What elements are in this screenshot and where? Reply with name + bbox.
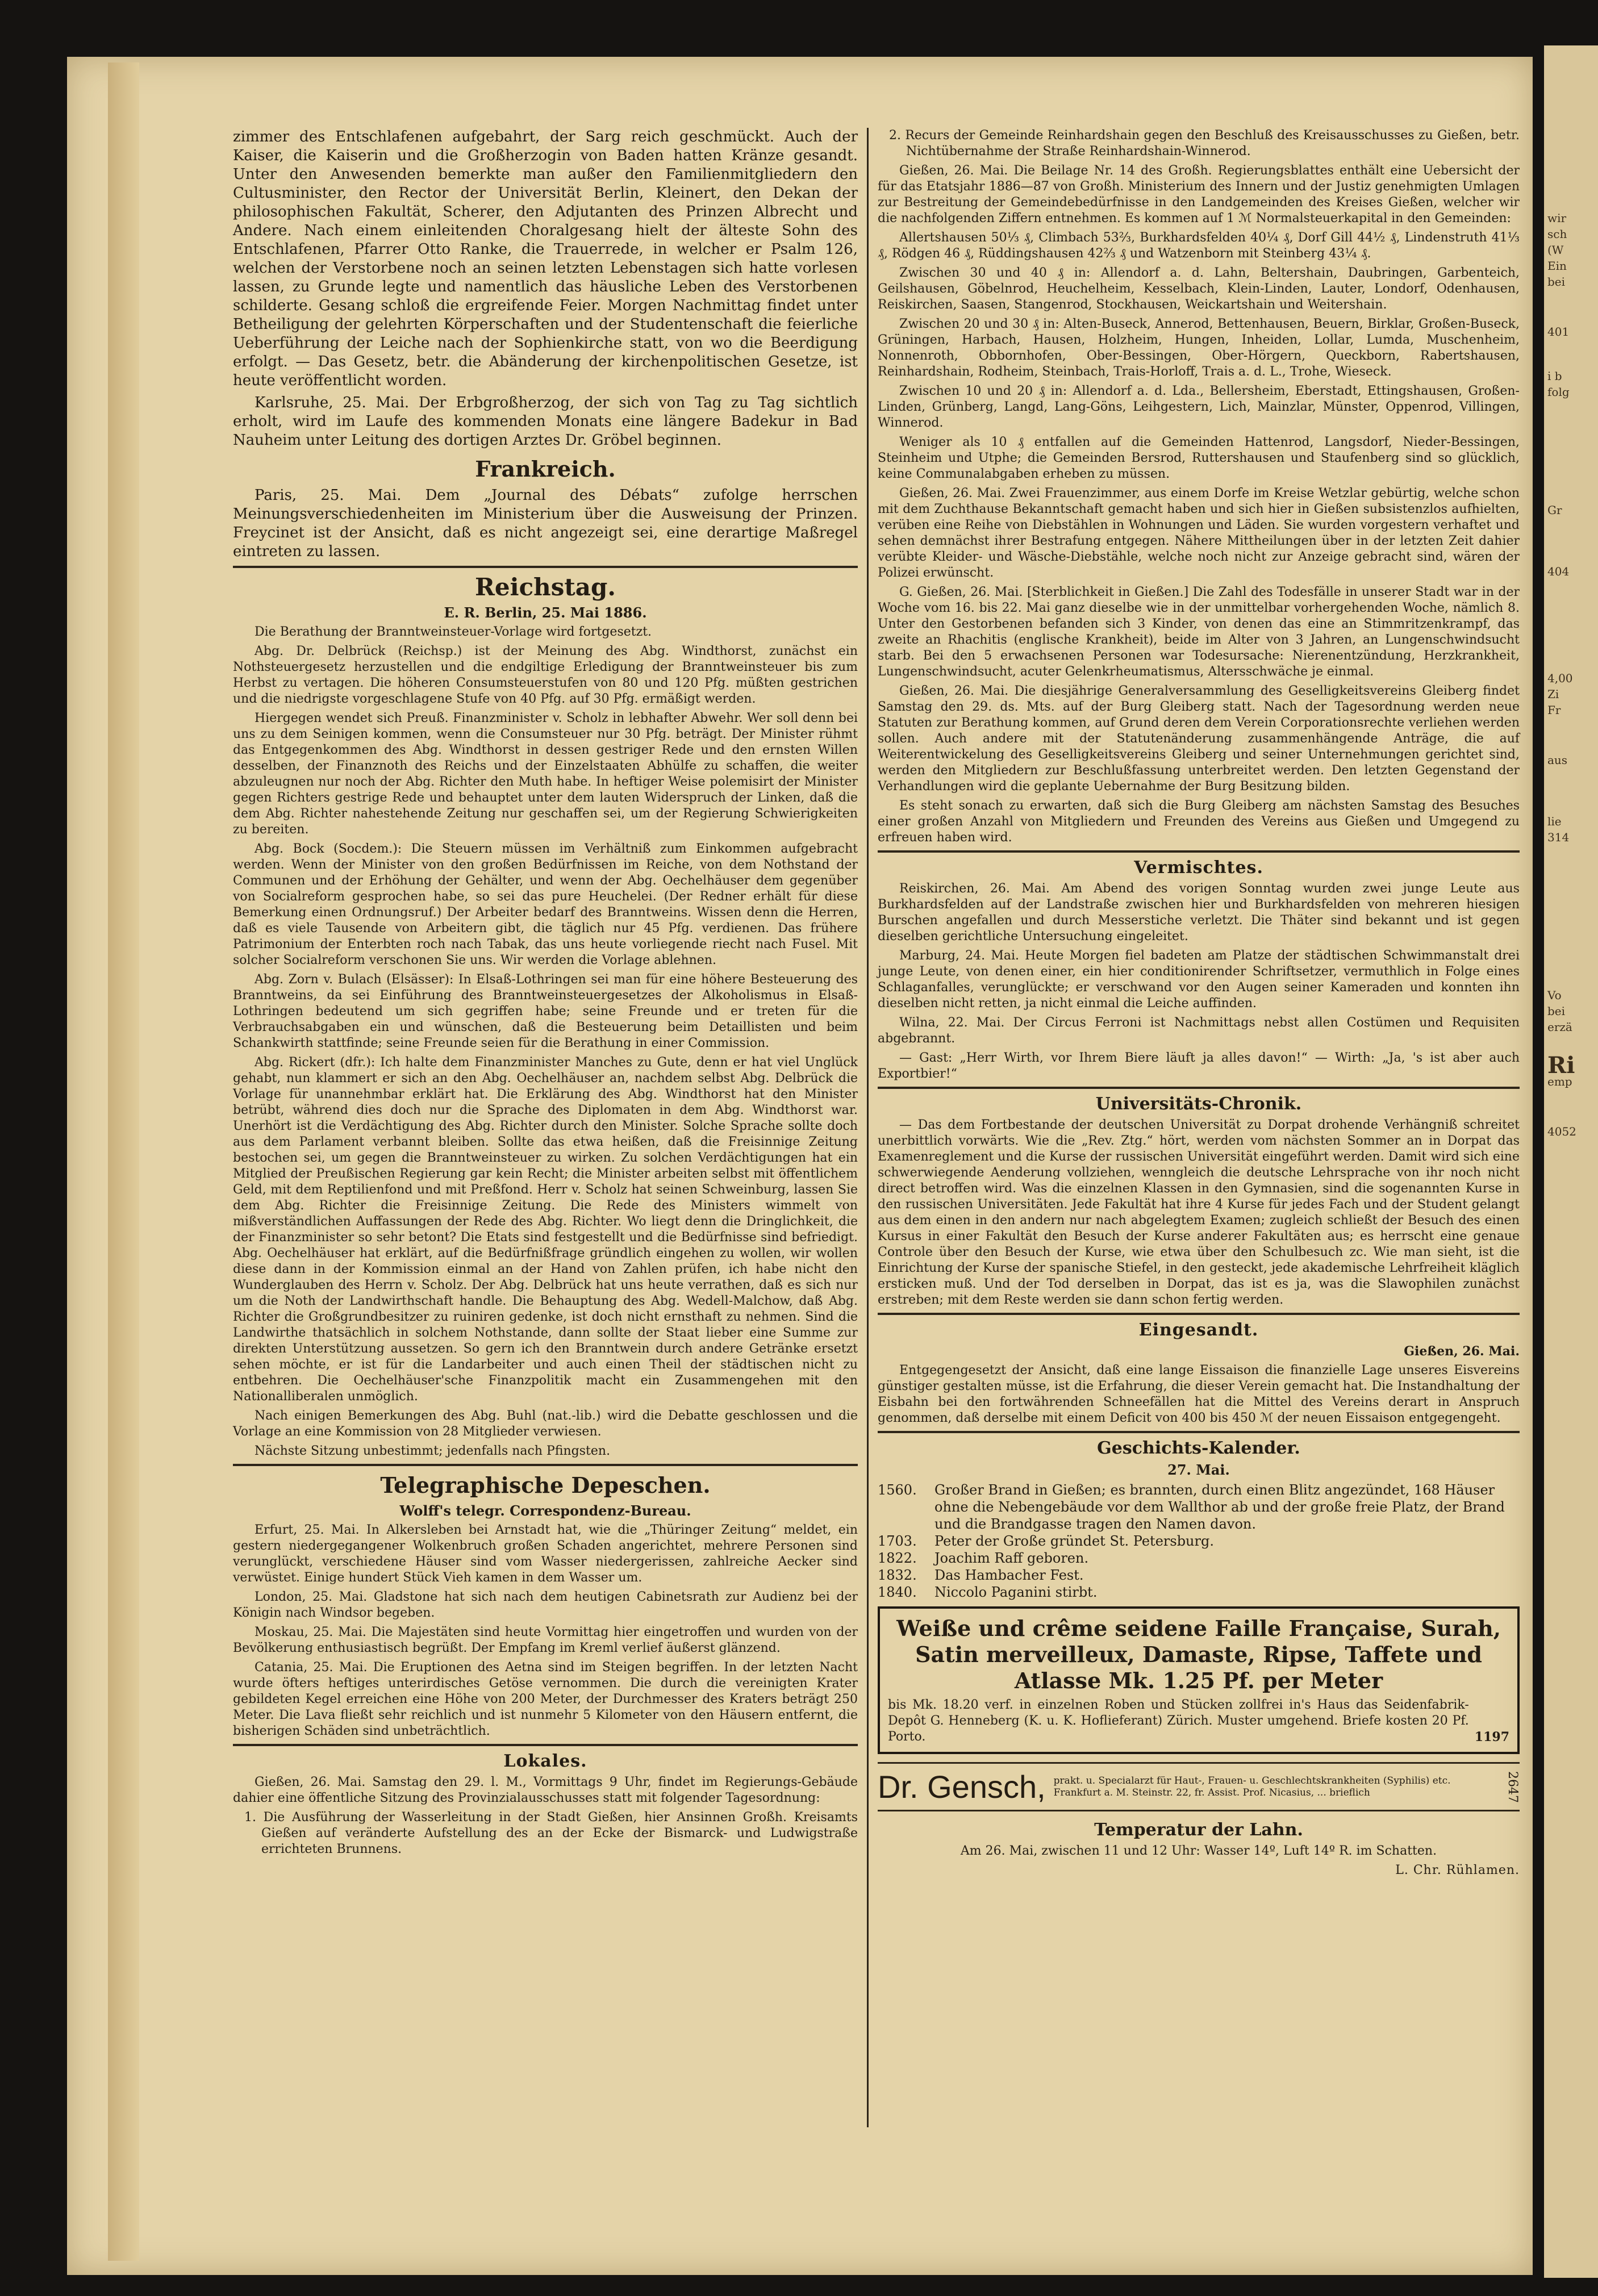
kalender-text: Das Hambacher Fest. [934, 1567, 1084, 1583]
eingesandt-dateline: Gießen, 26. Mai. [1404, 1344, 1520, 1359]
article-ranke-funeral: zimmer des Entschlafenen aufgebahrt, der Sarg reich geschmückt. Auch der Kaiser, die Kaiserin und die Großherzogin von Baden hatten Kränze gesandt. Unter den Anwesenden bemerkte man außer den Familienmitgliedern den Cultusminister, den Rector der Universität Berlin, Kleinert, den Dekan der philosophischen Fakultät, Scherer, den Adjutanten des Prinzen Albrecht und Andere. Nach einem einleitenden Choralgesang hielt der älteste Sohn des Entschlafenen, Pfarrer Otto Ranke, die Trauerrede, in welcher er Psalm 126, welchen der Verstorbene noch an seinen letzten Lebenstagen sich hatte vorlesen lassen, zu Grunde legte und namentlich das häusliche Leben des Verstorbenen schilderte. Gesang schloß die ergreifende Feier. Morgen Nachmittag findet unter Betheiligung der gelehrten Körperschaften und der Studentenschaft die feierliche Ueberführung der Leiche nach der Sophienkirche statt, von wo die Beerdigung erfolgt. — Das Gesetz, betr. die Abänderung der kirchenpolitischen Gesetze, ist heute veröffentlicht worden. [233, 128, 858, 389]
adjacent-page-edge [1544, 45, 1598, 2278]
eingesandt-text: Entgegengesetzt der Ansicht, daß eine lange Eissaison die finanzielle Lage unseres Eisvereins günstiger gestalten müsse, ist die Erfahrung, die dieser Verein gemacht hat. Die Instandhaltung der Eisbahn bei den fortwährenden Schneefällen hat die Mittel des Vereins derart in Anspruch genommen, daß derselbe mit einem Deficit von 400 bis 450 ℳ der neuen Eissaison entgegengeht. [878, 1363, 1520, 1425]
local-news-paragraph: Gießen, 26. Mai. Die diesjährige Generalversammlung des Geselligkeitsvereins Gleiberg findet Samstag den 29. ds. Mts. auf der Burg Gleiberg statt. Nach der Tagesordnung werden neue Statuten zur Berathung kommen, auf Grund deren dem Verein Corporationsrechte verliehen werden sollen. Auch andere mit der Statutenänderung zusammenhängende Anträge, die auf Weiterentwickelung des Geselligkeitsvereins Gleiberg und seiner Unternehmungen gerichtet sind, werden den Mitgliedern zur Beschlußfassung unterbreitet werden. Den letzten Gegenstand der Verhandlungen wird die geplante Uebernahme der Burg Besitzung bilden. [878, 684, 1520, 794]
kalender-year: 1840. [878, 1584, 917, 1600]
heading-telegraph: Telegraphische Depeschen. [380, 1472, 711, 1498]
fragment: 4052 [1547, 1125, 1576, 1138]
ad-headline: Weiße und crême seidene Faille Française, Surah, Satin merveilleux, Damaste, Ripse, Taffete und Atlasse Mk. 1.25 Pf. per Meter [896, 1615, 1501, 1693]
vermischtes-item: Marburg, 24. Mai. Heute Morgen fiel badeten am Platze der städtischen Schwimmanstalt drei junge Leute, von denen einer, ein hier conditionirender Schriftsetzer, vermuthlich in Folge eines Schlaganfalles, verunglückte; er verschwand vor den Augen seiner Kameraden und konnten ihn dieselben nicht retten, ja nicht einmal die Leiche auffinden. [878, 949, 1520, 1011]
reichstag-paragraph: Abg. Rickert (dfr.): Ich halte dem Finanzminister Manches zu Gute, denn er hat viel Unglück gehabt, nun klammert er sich an den Abg. Oechelhäuser an, nachdem selbst Abg. Delbrück die Vorlage für unannehmbar erklärt hat. Die Erklärung des Abg. Windthorst hat den Minister betrübt, während dies doch nur die Sprache des Diplomaten in dem Abg. Windthorst war. Unerhört ist die Verdächtigung des Abg. Richter durch den Minister. Solche Sprache sollte doch aus dem Parlament verbannt bleiben. Sollte das etwa heißen, daß die Freisinnige Zeitung bestochen sei, um gegen die Branntweinsteuer zu wirken. Zu solchen Verdächtigungen hat ein Mitglied der Preußischen Regierung gar kein Recht; die Minister arbeiten selbst mit öffentlichem Geld, mit dem Reptilienfond und mit Preßfond. Herr v. Scholz hat seinen Schweinburg, lassen Sie dem Abg. Richter die Freisinnige Zeitung. Die Rede des Ministers wimmelt von mißverständlichen Auffassungen der Rede des Abg. Richter. Wo liegt denn die Dringlichkeit, die der Finanzminister so sehr betont? Die Etats sind festgestellt und die Bedürfnisse sind befriedigt. Abg. Oechelhäuser hat erklärt, auf die Bedürfnißfrage gründlich eingehen zu wollen, wir wollen diese dann in der Kommission einmal an der Hand von Zahlen prüfen, ich habe nicht den Wunderglauben des Herrn v. Scholz. Der Abg. Delbrück hat uns heute verrathen, daß es sich nur um die Noth der Landwirthschaft handle. Die Behauptung des Abg. Wedell-Malchow, daß Abg. Richter die Großgrundbesitzer zu ruiniren gedenke, ist doch nicht ernsthaft zu nehmen. Sind die Landwirthe thatsächlich in solchem Nothstande, dann sollte der Staat lieber eine Summe zur direkten Unterstützung aussetzen. So gern ich den Branntwein durch andere Getränke ersetzt sehen möchte, er ist für die Landarbeiter und auch einen Theil der städtischen nicht zu entbehren. Die Oechelhäuser'sche Finanzpolitik macht ein Zusammengehen mit den Nationalliberalen unmöglich. [233, 1055, 858, 1404]
heading-frankreich: Frankreich. [475, 456, 616, 482]
universitaet-text: — Das dem Fortbestande der deutschen Universität zu Dorpat drohende Verhängniß schreitet unerbittlich vorwärts. Wie die „Rev. Ztg.“ hört, werden vom nächsten Sommer an in Dorpat das Examenreglement und die Kurse der russischen Universität eingeführt werden. Damit wird sich eine schwerwiegende Aenderung vollziehen, wenngleich die deutsche Lehrsprache von ihr noch nicht direct betroffen wird. Was die einzelnen Klassen in den Gymnasien, sind die sogenannten Kurse in den russischen Universitäten. Jede Fakultät hat ihre 4 Kurse für jedes Fach und der Student gelangt aus dem einen in den andern nur nach abgelegtem Examen; zugleich schließt der Besuch des einen Kursus in einer Fakultät den Besuch der Kurse anderer Fakultäten aus; es herrscht eine genaue Controle über den Besuch der Kurse, wie etwa über den Schulbesuch zc. Wie man sieht, ist die Einrichtung der Kurse der spanische Stiefel, in den gesteckt, jede akademische Lehrfreiheit kläglich ersticken muß. Und der Tod derselben in Dorpat, das ist es ja, was die Slawophilen zunächst erstreben; mit dem Reste werden sie dann schon fertig werden. [878, 1118, 1520, 1307]
kalender-year: 1832. [878, 1567, 917, 1583]
ad-code: 1197 [1474, 1730, 1509, 1744]
lokales-intro: Gießen, 26. Mai. Samstag den 29. l. M., Vormittags 9 Uhr, findet im Regierungs-Gebäude dahier eine öffentliche Sitzung des Provinzialausschusses statt mit folgender Tagesordnung: [233, 1775, 858, 1805]
reichstag-paragraph: Abg. Zorn v. Bulach (Elsässer): In Elsaß-Lothringen sei man für eine höhere Besteuerung des Branntweins, da sei Einführung des Branntweinsteuergesetzes der Alkoholismus in Elsaß-Lothringen bedeutend um sich gegriffen habe; seine Freunde und er treten für die Verbrauchsabgaben ein und wünschen, daß die Besteuerung beim Detaillisten und beim Schankwirth stattfinde; seine Freunde seien für die Berathung in einer Commission. [233, 972, 858, 1050]
fragment: Zi [1547, 687, 1559, 701]
kalender-entry [878, 1567, 1520, 1584]
telegraph-bureau: Wolff's telegr. Correspondenz-Bureau. [399, 1502, 691, 1519]
section-rule [878, 1431, 1520, 1433]
local-news-paragraph: G. Gießen, 26. Mai. [Sterblichkeit in Gießen.] Die Zahl des Todesfälle in unserer Stadt war in der Woche vom 16. bis 22. Mai ganz dieselbe wie in der unmittelbar vorhergehenden Woche, nämlich 8. Unter den Gestorbenen befanden sich 3 Kinder, von denen das eine an Stimmritzenkrampf, das zweite an Rhachitis (englische Krankheit), beide im Alter von 3 Jahren, an Lungenschwindsucht starb. Bei den 5 erwachsenen Personen war Todesursache: Nierenentzündung, Herzkrankheit, Lungenschwindsucht, acuter Gelenkrheumatismus, Altersschwäche je einmal. [878, 585, 1520, 679]
heading-eingesandt: Eingesandt. [1138, 1320, 1259, 1340]
local-news-paragraph: Es steht sonach zu erwarten, daß sich die Burg Gleiberg am nächsten Samstag des Besuches einer großen Anzahl von Mitgliedern und Freunden des Vereins aus Gießen und Umgegend zu erfreuen haben wird. [878, 799, 1520, 845]
section-rule [233, 1744, 858, 1746]
right-column [878, 128, 1520, 1882]
kalender-text: Joachim Raff geboren. [934, 1550, 1089, 1566]
reichstag-paragraph: Abg. Dr. Delbrück (Reichsp.) ist der Meinung des Abg. Windthorst, zunächst ein Nothsteuergesetz herzustellen und die endgiltige Erledigung der Branntweinsteuer bis zum Herbst zu vertagen. Die höheren Consumsteuerstufen von 80 und 120 Pfg. müßten gestrichen und die niedrigste vorgeschlagene Stufe von 40 Pfg. auf 30 Pfg. ermäßigt werden. [233, 644, 858, 706]
fragment: Fr [1547, 703, 1561, 717]
fragment: emp [1547, 1075, 1572, 1088]
section-rule [878, 1313, 1520, 1315]
lokales-agenda-item: 1. Die Ausführung der Wasserleitung in der Stadt Gießen, hier Ansinnen Großh. Kreisamts Gießen auf veränderte Aufstellung des an der Ecke der Bismarck- und Ludwigstraße errichteten Brunnens. [244, 1810, 858, 1856]
reichstag-paragraph: Nach einigen Bemerkungen des Abg. Buhl (nat.-lib.) wird die Debatte geschlossen und die Vorlage an eine Kommission von 28 Mitglieder verwiesen. [233, 1409, 858, 1439]
ad-doctor-name: Dr. Gensch, [878, 1769, 1046, 1805]
section-rule [878, 1087, 1520, 1089]
ad-code: 2647 [1505, 1771, 1520, 1803]
fragment: Gr [1547, 503, 1562, 517]
telegraph-item: London, 25. Mai. Gladstone hat sich nach dem heutigen Cabinetsrath zur Audienz bei der Königin nach Windsor begeben. [233, 1590, 858, 1620]
kalender-entry [878, 1550, 1520, 1567]
left-column [233, 128, 858, 1861]
heading-kalender: Geschichts-Kalender. [1097, 1438, 1300, 1458]
kalender-text: Niccolo Paganini stirbt. [934, 1584, 1098, 1600]
fragment: 404 [1547, 565, 1570, 578]
telegraph-item: Catania, 25. Mai. Die Eruptionen des Aetna sind im Steigen begriffen. In der letzten Nacht wurde öfters heftiges unterirdisches Getöse vernommen. Die durch die vereinigten Krater gebildeten Kegel erreichen eine Höhe von 200 Meter, der Durchmesser des Kraters beträgt 250 Meter. Die Lava fließt sehr reichlich und ist nunmehr 5 Kilometer von den Häusern entfernt, die bisherigen Schäden sind unbeträchtlich. [233, 1660, 858, 1738]
advertisement-gensch [878, 1762, 1520, 1811]
fragment: aus [1547, 753, 1568, 767]
kalender-text: Großer Brand in Gießen; es brannten, durch einen Blitz angezündet, 168 Häuser ohne die Nebengebäude vor dem Wallthor ab und der große freie Platz, der Brand und die Brandgasse tragen den Namen davon. [934, 1482, 1505, 1532]
fragment: Vo [1547, 988, 1562, 1002]
fragment: 314 [1547, 830, 1570, 844]
reichstag-paragraph: Hiergegen wendet sich Preuß. Finanzminister v. Scholz in lebhafter Abwehr. Wer soll denn bei uns zu dem Seinigen kommen, wenn die Consumsteuer nur 30 Pfg. beträgt. Der Minister rühmt das Entgegenkommen des Abg. Windthorst in dessen gestriger Rede und den ernsten Willen desselben, der Finanznoth des Reichs und der Einzelstaaten Abhülfe zu schaffen, die weiter abzuleugnen nur noch der Abg. Richter den Muth habe. In heftiger Weise polemisirt der Minister gegen Richters gestrige Rede und behauptet unter dem lauten Widerspruch der Linken, daß die dem Abg. Richter nahestehende Zeitung nur geschaffen sei, um der Regierung Schwierigkeiten zu bereiten. [233, 711, 858, 837]
section-rule [233, 1464, 858, 1466]
reichstag-dateline: E. R. Berlin, 25. Mai 1886. [444, 604, 647, 621]
telegraph-item: Moskau, 25. Mai. Die Majestäten sind heute Vormittag hier eingetroffen und wurden von der Bevölkerung enthusiastisch begrüßt. Der Empfang im Kreml verlief äußerst glänzend. [233, 1625, 858, 1655]
fragment: sch [1547, 227, 1567, 241]
section-rule [233, 566, 858, 568]
temperatur-signature: L. Chr. Rühlamen. [1395, 1863, 1520, 1877]
vermischtes-item: Wilna, 22. Mai. Der Circus Ferroni ist Nachmittags nebst allen Costümen und Requisiten abgebrannt. [878, 1016, 1520, 1046]
fragment: 401 [1547, 325, 1570, 339]
kalender-entry [878, 1584, 1520, 1601]
kalender-date: 27. Mai. [1167, 1462, 1230, 1478]
kalender-year: 1822. [878, 1550, 917, 1566]
reichstag-paragraph: Nächste Sitzung unbestimmt; jedenfalls nach Pfingsten. [254, 1444, 611, 1458]
local-news-paragraph: Weniger als 10 ₰ entfallen auf die Gemeinden Hattenrod, Langsdorf, Nieder-Bessingen, Steinheim und Utphe; die Gemeinden Bersrod, Ruttershausen und Staufenberg sind so glücklich, keine Communalabgaben erheben zu müssen. [878, 435, 1520, 481]
local-news-paragraph: Allertshausen 50⅓ ₰, Climbach 53⅔, Burkhardsfelden 40¼ ₰, Dorf Gill 44½ ₰, Lindenstruth 41⅓ ₰, Rödgen 46 ₰, Rüddingshausen 42⅔ ₰ und Watzenborn mit Steinberg 43¼ ₰. [878, 231, 1520, 261]
lokales-agenda-item: 2. Recurs der Gemeinde Reinhardshain gegen den Beschluß des Kreisausschusses zu Gießen, betr. Nichtübernahme der Straße Reinhardshain-Winnerod. [889, 128, 1520, 158]
fragment: 4,00 [1547, 671, 1573, 685]
heading-temperatur: Temperatur der Lahn. [1094, 1820, 1303, 1840]
fragment: Ri [1547, 1052, 1575, 1079]
fragment: i b [1547, 369, 1562, 383]
kalender-entry [878, 1481, 1520, 1533]
local-news-paragraph: Zwischen 30 und 40 ₰ in: Allendorf a. d. Lahn, Beltershain, Daubringen, Garbenteich, Geilshausen, Göbelnrod, Heuchelheim, Kesselbach, Klein-Linden, Lauter, Londorf, Odenhausen, Reiskirchen, Saasen, Stangenrod, Stockhausen, Weickartshain und Weitershain. [878, 266, 1520, 312]
fragment: bei [1547, 1004, 1566, 1018]
column-divider [867, 128, 869, 2127]
ad-text: bis Mk. 18.20 verf. in einzelnen Roben und Stücken zollfrei in's Haus das Seidenfabrik-Depôt G. Henneberg (K. u. K. Hoflieferant) Zürich. Muster umgehend. Briefe kosten 20 Pf. Porto. [888, 1698, 1469, 1744]
local-news-paragraph: Zwischen 10 und 20 ₰ in: Allendorf a. d. Lda., Bellersheim, Eberstadt, Ettingshausen, Großen-Linden, Grünberg, Langd, Lang-Göns, Leihgestern, Lich, Mainzlar, Münster, Oppenrod, Villingen, Winnerod. [878, 384, 1520, 430]
kalender-text: Peter der Große gründet St. Petersburg. [934, 1533, 1214, 1549]
vermischtes-item: — Gast: „Herr Wirth, vor Ihrem Biere läuft ja alles davon!“ — Wirth: „Ja, 's ist aber auch Exportbier!“ [878, 1051, 1520, 1081]
fragment: erzä [1547, 1020, 1572, 1034]
temperatur-text: Am 26. Mai, zwischen 11 und 12 Uhr: Wasser 14º, Luft 14º R. im Schatten. [960, 1844, 1437, 1858]
fragment: wir [1547, 211, 1567, 225]
fragment: Ein [1547, 259, 1567, 273]
kalender-year: 1703. [878, 1533, 917, 1549]
local-news-paragraph: Gießen, 26. Mai. Die Beilage Nr. 14 des Großh. Regierungsblattes enthält eine Uebersicht der für das Etatsjahr 1886—87 von Großh. Ministerium des Innern und der Justiz genehmigten Umlagen zur Bestreitung der Gemeindebedürfnisse in den Landgemeinden des Kreises Gießen, welcher wir die nachfolgenden Ziffern entnehmen. Es kommen auf 1 ℳ Normalsteuerkapital in den Gemeinden: [878, 164, 1520, 226]
local-news-paragraph: Zwischen 20 und 30 ₰ in: Alten-Buseck, Annerod, Bettenhausen, Beuern, Birklar, Großen-Buseck, Grüningen, Harbach, Hausen, Holzheim, Hungen, Inheiden, Lollar, Lumda, Muschenheim, Nonnenroth, Obbornhofen, Ober-Bessingen, Ober-Hörgern, Queckborn, Rabertshausen, Reinhardshain, Rodheim, Steinbach, Trais-Horloff, Trais a. d. L., Trohe, Wieseck. [878, 317, 1520, 379]
heading-lokales: Lokales. [503, 1751, 587, 1771]
advertisement-faille [878, 1606, 1520, 1754]
fragment: folg [1547, 385, 1570, 399]
heading-universitaet: Universitäts-Chronik. [1095, 1094, 1302, 1114]
article-paris: Paris, 25. Mai. Dem „Journal des Débats“ zufolge herrschen Meinungsverschiedenheiten im Ministerium über die Ausweisung der Prinzen. Freycinet ist der Ansicht, daß es nicht angezeigt sei, eine derartige Maßregel eintreten zu lassen. [233, 487, 858, 560]
reichstag-paragraph: Die Berathung der Branntweinsteuer-Vorlage wird fortgesetzt. [254, 625, 652, 639]
telegraph-item: Erfurt, 25. Mai. In Alkersleben bei Arnstadt hat, wie die „Thüringer Zeitung“ meldet, ein gestern niedergegangener Wolkenbruch großen Schaden angerichtet, mehrere Personen sind verunglückt, verschiedene Häuser sind vom Wasser niedergerissen, zahlreiche Aecker sind verwüstet. Einige hundert Stück Vieh kamen in dem Wasser um. [233, 1523, 858, 1585]
article-karlsruhe: Karlsruhe, 25. Mai. Der Erbgroßherzog, der sich von Tag zu Tag sichtlich erholt, wird im Laufe des kommenden Monats eine längere Badekur in Bad Nauheim unter Leitung des dortigen Arztes Dr. Gröbel beginnen. [233, 394, 858, 449]
ad-doctor-text: prakt. u. Specialarzt für Haut-, Frauen- u. Geschlechtskrankheiten (Syphilis) etc. Frankfurt a. M. Steinstr. 22, fr. Assist. Prof. Nicasius, ... brieflich [1053, 1775, 1451, 1798]
fragment: (W [1547, 243, 1564, 257]
kalender-year: 1560. [878, 1482, 917, 1498]
binding-gutter [108, 62, 139, 2261]
fragment: bei [1547, 275, 1566, 289]
section-rule [878, 850, 1520, 853]
heading-vermischtes: Vermischtes. [1134, 858, 1263, 878]
reichstag-paragraph: Abg. Bock (Socdem.): Die Steuern müssen im Verhältniß zum Einkommen aufgebracht werden. Wenn der Minister von den großen Bedürfnissen im Reiche, von dem Nothstand der Communen und der Erhöhung der Gehälter, und wenn der Abg. Oechelhäuser dem gegenüber von Socialreform gesprochen habe, so sei das pure Heuchelei. (Der Redner erhält für diese Bemerkung einen Ordnungsruf.) Der Arbeiter bedarf des Branntweins. Wissen denn die Herren, daß es viele Tausende von Arbeitern gibt, die täglich nur 45 Pfg. verdienen. Das frühere Patrimonium der Enterbten roch nach Tabak, das uns heute vorliegende riecht nach Fusel. Mit solcher Socialreform verschonen Sie uns. Wir werden die Vorlage ablehnen. [233, 842, 858, 967]
vermischtes-item: Reiskirchen, 26. Mai. Am Abend des vorigen Sonntag wurden zwei junge Leute aus Burkhardsfelden auf der Landstraße zwischen hier und Burkhardsfelden von mehreren hiesigen Burschen angefallen und durch Messerstiche verletzt. Die Thäter sind bekannt und ist gegen dieselben gerichtliche Untersuchung eingeleitet. [878, 882, 1520, 944]
kalender-entry [878, 1533, 1520, 1550]
fragment: lie [1547, 815, 1562, 828]
local-news-paragraph: Gießen, 26. Mai. Zwei Frauenzimmer, aus einem Dorfe im Kreise Wetzlar gebürtig, welche schon mit dem Zuchthause Bekanntschaft gemacht haben und sich hier in Gießen subsistenzlos aufhielten, verüben eine Reihe von Diebstählen in Wohnungen und Läden. Sie wurden vorgestern verhaftet und sehen demnächst ihrer Bestrafung entgegen. Nähere Mittheilungen über in der letzten Zeit dahier verübte Kleider- und Wäsche-Diebstähle, welche noch nicht zur Anzeige gebracht sind, wären der Polizei erwünscht. [878, 486, 1520, 580]
heading-reichstag: Reichstag. [475, 573, 616, 601]
